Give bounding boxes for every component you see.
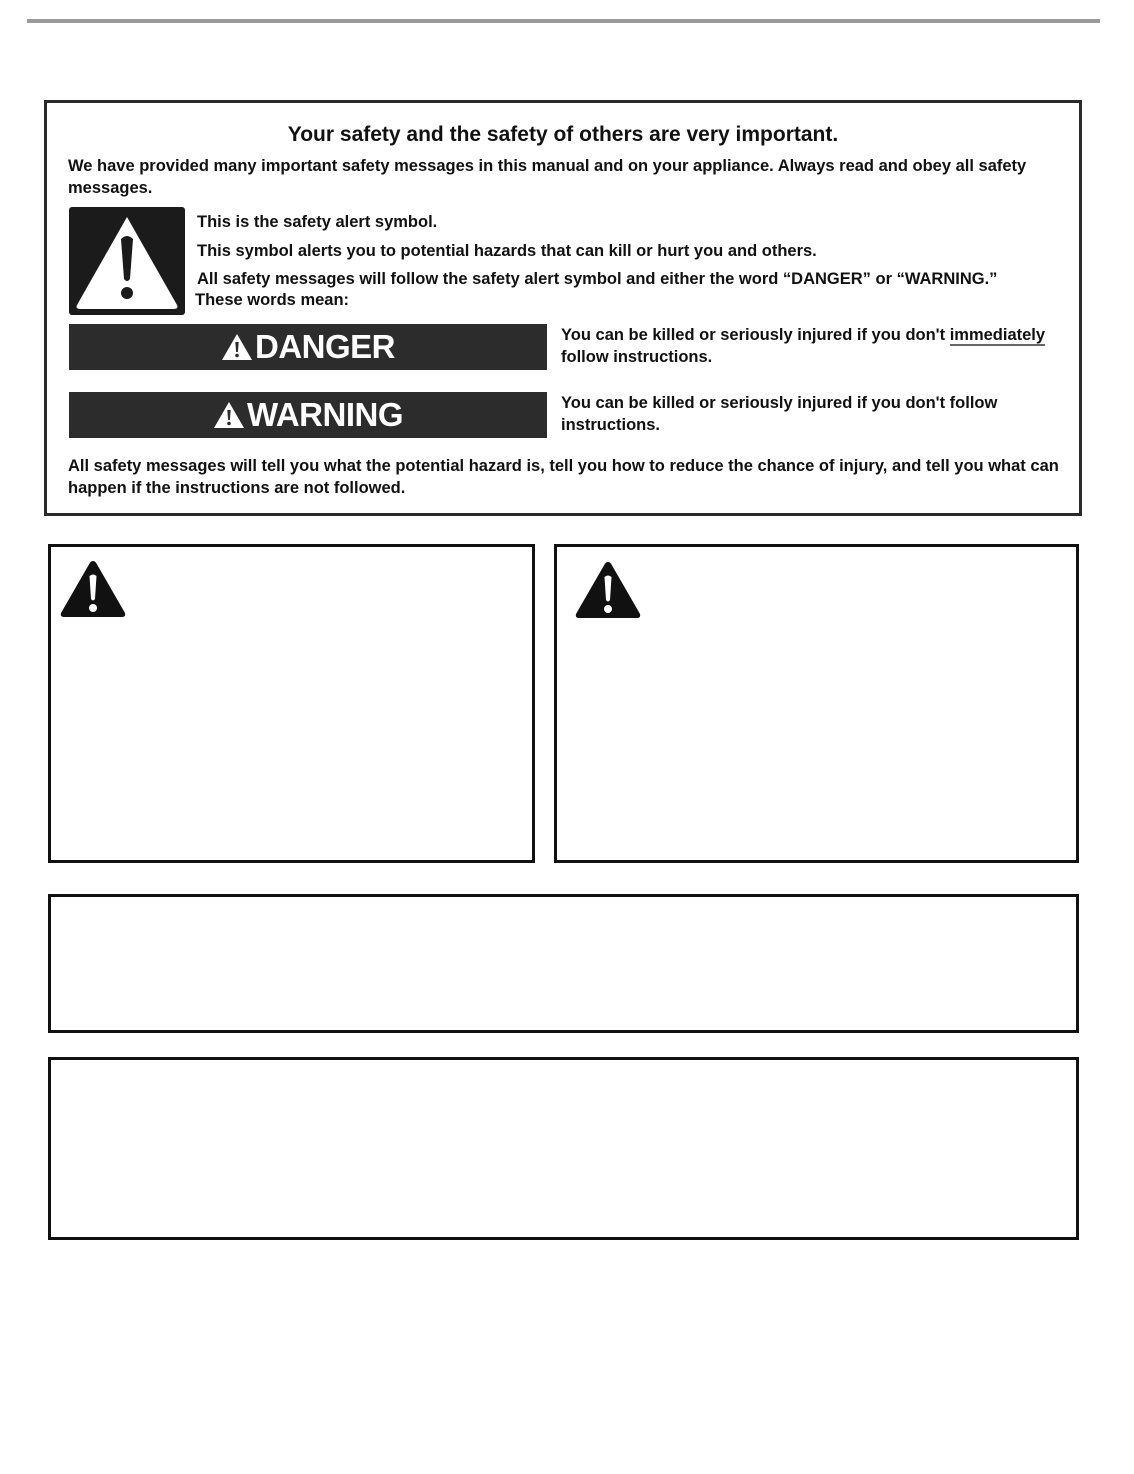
danger-bar	[69, 324, 547, 370]
warning-triangle-icon	[574, 560, 642, 620]
safety-info-box	[44, 100, 1082, 516]
warning-label: WARNING	[247, 396, 403, 433]
danger-alert-icon	[221, 333, 253, 361]
danger-label: DANGER	[254, 328, 395, 365]
safety-alert-triangle-icon	[69, 207, 185, 315]
symbol-line-2: This symbol alerts you to potential hazards that can kill or hurt you and others.	[197, 242, 817, 260]
danger-desc-suffix: follow instructions.	[561, 348, 713, 366]
warning-panel-left	[48, 544, 535, 863]
warning-alert-icon	[213, 401, 245, 429]
warning-panel-right	[554, 544, 1079, 863]
safety-intro: We have provided many important safety messages in this manual and on your appliance. Always read and obey all safety messages.	[68, 157, 1027, 197]
danger-desc-emphasis: immediately	[949, 326, 1046, 344]
safety-footer: All safety messages will tell you what the potential hazard is, tell you how to reduce the chance of injury, and tell you what can happen if the instructions are not followed.	[68, 457, 1059, 497]
danger-description	[561, 324, 1071, 368]
danger-desc-prefix: You can be killed or seriously injured if you don't	[561, 326, 950, 344]
warning-triangle-icon	[59, 559, 127, 619]
notice-panel-2	[48, 1057, 1079, 1240]
warning-description: You can be killed or seriously injured if you don't follow instructions.	[561, 394, 998, 434]
symbol-line-3: All safety messages will follow the safety alert symbol and either the word “DANGER” or “WARNING.”	[197, 270, 998, 288]
warning-bar	[69, 392, 547, 438]
top-rule	[27, 19, 1100, 23]
notice-panel-1	[48, 894, 1079, 1033]
symbol-line-1: This is the safety alert symbol.	[197, 213, 438, 231]
symbol-line-4: These words mean:	[195, 291, 350, 309]
safety-title: Your safety and the safety of others are very important.	[287, 123, 839, 146]
